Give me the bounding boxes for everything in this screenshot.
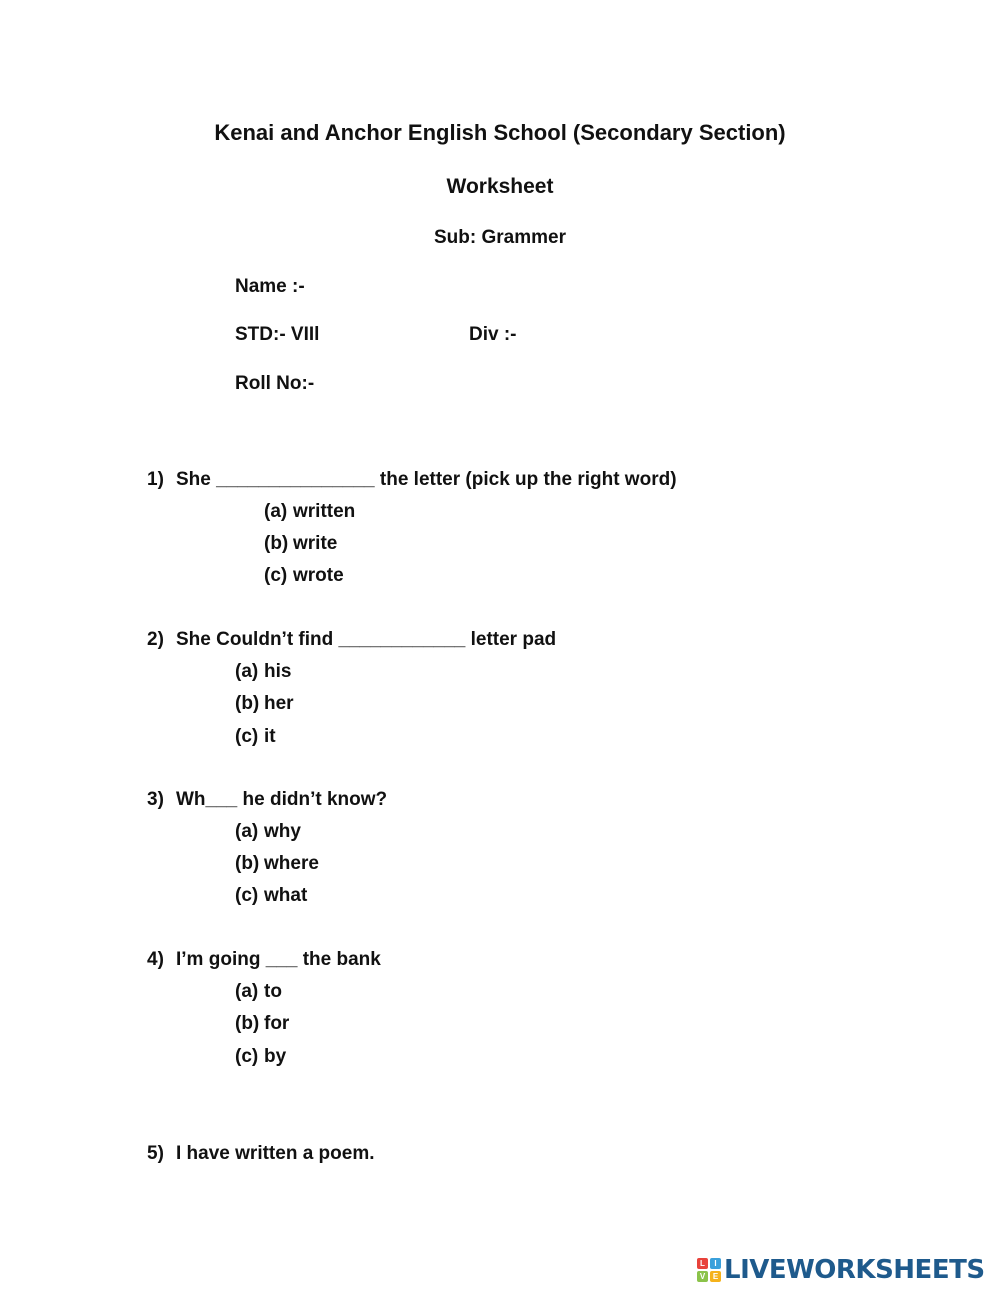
logo-mark-letter: I [710,1258,721,1269]
liveworksheets-logo-text: LIVEWORKSHEETS [724,1255,985,1285]
question-4-option-c-letter: (c) [235,1046,259,1067]
question-4-option-b-letter: (b) [235,1013,260,1034]
roll-no-label: Roll No:- [235,373,315,394]
question-4-text: I’m going ___ the bank [176,949,381,970]
question-4-option-c-text[interactable]: by [264,1046,287,1067]
question-4-option-a-letter: (a) [235,981,259,1002]
question-3-option-a-letter: (a) [235,821,259,842]
question-3-number: 3) [147,789,164,810]
question-4-option-a-text[interactable]: to [264,981,282,1002]
question-2-option-b-letter: (b) [235,693,260,714]
question-2-option-a-text[interactable]: his [264,661,292,682]
question-2-option-c-letter: (c) [235,726,259,747]
std-label: STD:- VIIl [235,324,320,345]
name-label: Name :- [235,276,305,297]
question-1-option-c-letter: (c) [264,565,288,586]
question-2-text: She Couldn’t find ____________ letter pad [176,629,557,650]
question-1-option-a-text[interactable]: written [293,501,356,522]
question-1-option-a-letter: (a) [264,501,288,522]
question-3-option-c-letter: (c) [235,885,259,906]
question-1-text: She _______________ the letter (pick up the right word) [176,469,677,490]
question-3-option-b-text[interactable]: where [264,853,319,874]
question-3-option-a-text[interactable]: why [264,821,301,842]
logo-mark-letter: V [697,1271,708,1282]
question-1-option-b-letter: (b) [264,533,289,554]
question-1-option-c-text[interactable]: wrote [293,565,344,586]
question-1-number: 1) [147,469,164,490]
liveworksheets-logo [697,1255,985,1285]
logo-mark-letter: E [710,1271,721,1282]
question-1-option-b-text[interactable]: write [293,533,338,554]
div-label: Div :- [469,324,517,345]
question-2-number: 2) [147,629,164,650]
question-4-number: 4) [147,949,164,970]
question-5-text: I have written a poem. [176,1143,375,1164]
worksheet-title: Worksheet [446,175,554,198]
question-2-option-b-text[interactable]: her [264,693,294,714]
question-4-option-b-text[interactable]: for [264,1013,290,1034]
question-2-option-c-text[interactable]: it [264,726,276,747]
liveworksheets-logo-icon [697,1258,721,1282]
question-3-option-b-letter: (b) [235,853,260,874]
subject-label: Sub: Grammer [434,227,566,248]
question-5-number: 5) [147,1143,164,1164]
question-3-option-c-text[interactable]: what [264,885,308,906]
question-2-option-a-letter: (a) [235,661,259,682]
school-name: Kenai and Anchor English School (Secondary Section) [214,120,786,145]
question-3-text: Wh___ he didn’t know? [176,789,388,810]
logo-mark-letter: L [697,1258,708,1269]
